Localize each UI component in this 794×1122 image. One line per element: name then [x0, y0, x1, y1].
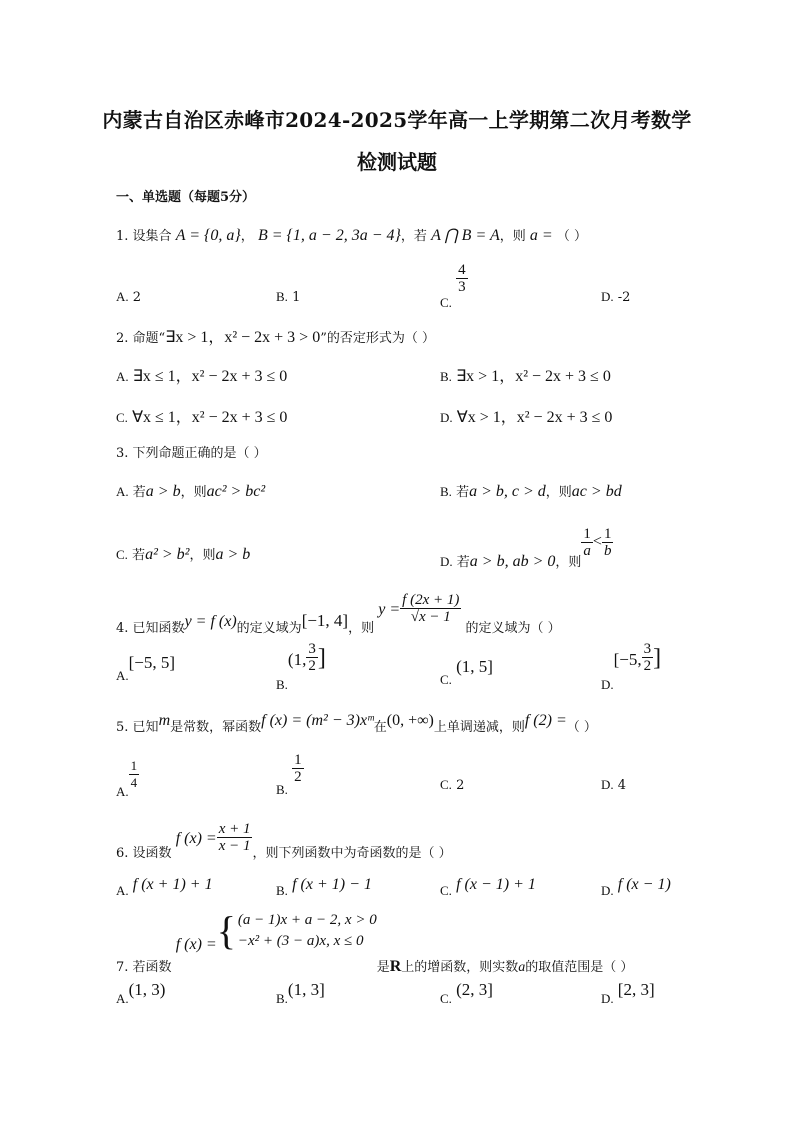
math-expression: ∃x > 1，x² − 2x + 3 > 0: [165, 329, 321, 346]
option-b: [276, 641, 326, 692]
math-expression: A = {0, a}: [175, 227, 241, 244]
math-expression: y =: [378, 601, 401, 618]
option-label: C.: [440, 672, 452, 687]
option-label: C.: [440, 295, 452, 310]
option-label: D.: [601, 777, 614, 792]
option-label: B.: [276, 677, 288, 692]
question-text: ，则: [499, 229, 526, 244]
denominator: a: [583, 543, 591, 559]
option-text: 若: [132, 485, 146, 500]
question-number: 7.: [116, 959, 129, 975]
option-d: [601, 287, 630, 308]
option-label: C.: [116, 547, 128, 562]
numerator: 4: [458, 262, 466, 278]
option-value: (1, 5]: [456, 657, 493, 676]
option-text: 若: [456, 485, 470, 500]
option-value: f (x − 1) + 1: [456, 876, 536, 893]
option-b: [276, 287, 300, 308]
denominator: 4: [130, 775, 138, 790]
question-2: [116, 328, 435, 349]
math-expression: ac² > bc²: [206, 483, 266, 500]
question-6: [116, 815, 452, 861]
option-value: [−5, 5]: [128, 653, 176, 672]
question-text: 若函数: [132, 959, 172, 975]
numerator: 1: [583, 526, 591, 542]
option-a: [116, 367, 287, 388]
option-text: (1,: [287, 650, 307, 669]
numerator: 3: [643, 641, 652, 657]
numerator: 1: [294, 752, 302, 768]
denominator: 3: [458, 279, 466, 295]
math-expression: a² > b²: [145, 546, 190, 563]
answer-blank: （ ）: [566, 720, 597, 735]
option-a: [116, 287, 141, 308]
math-expression: a > b, c > d: [469, 483, 546, 500]
question-text: 上单调递减，则: [433, 720, 525, 735]
answer-blank: （ ）: [556, 229, 587, 244]
option-label: D.: [440, 410, 453, 425]
question-number: 2.: [116, 331, 129, 346]
option-text: ，则: [180, 485, 207, 500]
case-1: (a − 1)x + a − 2, x > 0: [237, 912, 377, 928]
question-text: 在: [373, 720, 387, 735]
option-a: [116, 980, 166, 1006]
option-text: 若: [456, 555, 470, 570]
option-label: C.: [440, 883, 452, 898]
numerator: 1: [130, 758, 138, 773]
option-value: 2: [456, 778, 465, 793]
option-value: f (x + 1) + 1: [132, 876, 213, 893]
option-value: [2, 3]: [617, 980, 655, 999]
page-title: 内蒙古自治区赤峰市2024-2025学年高一上学期第二次月考数学: [102, 108, 692, 132]
piecewise-cases: [236, 910, 377, 952]
option-text: ]: [317, 645, 326, 671]
question-text: 已知函数: [132, 621, 185, 636]
question-number: 5.: [116, 720, 129, 735]
option-label: A.: [116, 369, 129, 384]
math-expression: a > b: [145, 483, 181, 500]
option-b: [276, 752, 304, 797]
numerator: 3: [308, 641, 316, 657]
question-text: 命题“: [132, 331, 166, 346]
option-a: [116, 875, 213, 896]
option-label: B.: [276, 991, 288, 1006]
option-d: [601, 875, 671, 896]
fraction: [602, 526, 614, 559]
option-value: (1, 3): [128, 980, 166, 999]
fraction: [129, 758, 140, 791]
math-expression: (0, +∞): [386, 712, 434, 729]
option-value: ∀x > 1，x² − 2x + 3 ≤ 0: [456, 409, 613, 426]
option-label: B.: [276, 883, 288, 898]
option-c: [116, 408, 287, 429]
option-c: [116, 545, 250, 566]
option-text: ，则: [189, 548, 216, 563]
question-text: ”的否定形式为（ ）: [320, 331, 435, 346]
option-label: B.: [440, 369, 452, 384]
math-operator: <: [592, 533, 602, 550]
option-c: [440, 657, 493, 687]
option-label: D.: [601, 991, 614, 1006]
question-text: 的取值范围是（ ）: [525, 959, 634, 975]
option-value: 1: [292, 290, 301, 305]
math-expression: a =: [529, 227, 553, 244]
option-label: A.: [116, 668, 129, 683]
option-a: [116, 758, 139, 799]
option-text: ，则: [545, 485, 572, 500]
fraction: [642, 641, 654, 674]
option-value: ∃x ≤ 1，x² − 2x + 3 ≤ 0: [132, 368, 288, 385]
fraction: [292, 752, 304, 785]
option-b: [276, 875, 372, 896]
option-value: f (x − 1): [617, 876, 671, 893]
denominator: b: [603, 543, 612, 559]
math-expression: a: [518, 959, 526, 975]
math-expression: A ⋂ B = A: [431, 227, 500, 244]
option-value: -2: [617, 290, 631, 305]
question-text: 的定义域为: [236, 621, 302, 636]
option-value: (1, 3]: [287, 980, 325, 999]
question-1: [116, 226, 587, 247]
left-brace: {: [216, 908, 236, 953]
option-text: [−5,: [613, 650, 642, 669]
option-label: C.: [440, 991, 452, 1006]
option-value: ∀x ≤ 1，x² − 2x + 3 ≤ 0: [132, 409, 288, 426]
math-expression: a > b, ab > 0: [469, 553, 556, 570]
case-2: −x² + (3 − a)x, x ≤ 0: [237, 933, 364, 949]
option-c: [440, 262, 468, 310]
option-label: B.: [440, 484, 452, 499]
option-value: 4: [617, 778, 627, 793]
option-b: [440, 482, 622, 503]
question-text: 上的增函数，则实数: [401, 959, 519, 975]
option-a: [116, 653, 176, 683]
denominator: 2: [308, 658, 316, 674]
option-label: C.: [440, 777, 452, 792]
option-c: [440, 875, 536, 896]
question-text: 设函数: [132, 846, 172, 861]
fraction: [581, 526, 593, 559]
math-expression: f (x) =: [175, 830, 217, 847]
section-heading: 一、单选题（每题5分）: [116, 190, 256, 205]
numerator: 1: [603, 526, 612, 542]
fraction: [400, 592, 461, 625]
math-expression: f (x) =: [175, 935, 217, 953]
question-4: [116, 584, 561, 636]
option-value: (2, 3]: [456, 980, 493, 999]
option-d: [440, 526, 613, 570]
question-text: 下列命题正确的是（ ）: [132, 446, 267, 461]
option-text: ，则: [555, 555, 582, 570]
math-expression: R: [389, 957, 402, 975]
option-label: C.: [116, 410, 128, 425]
question-number: 3.: [116, 446, 129, 461]
fraction: [456, 262, 468, 295]
option-text: 若: [132, 548, 146, 563]
math-expression: f (x) = (m² − 3)xᵐ: [261, 712, 374, 729]
numerator: x + 1: [218, 821, 251, 837]
option-label: A.: [116, 784, 129, 799]
option-d: [601, 775, 626, 796]
question-text: ，若: [400, 229, 427, 244]
question-text: 的定义域为（ ）: [465, 621, 561, 636]
question-text: ，: [240, 229, 254, 244]
numerator: f (2x + 1): [402, 592, 460, 608]
option-label: D.: [440, 554, 453, 569]
question-text: 是: [376, 959, 390, 975]
question-number: 4.: [116, 621, 129, 636]
math-expression: ac > bd: [571, 483, 622, 500]
fraction: [217, 821, 253, 854]
question-number: 6.: [116, 846, 129, 861]
option-label: D.: [601, 289, 614, 304]
option-label: A.: [116, 991, 129, 1006]
math-expression: m: [158, 712, 171, 729]
question-3: [116, 444, 267, 464]
denominator: 2: [643, 658, 652, 674]
math-expression: y = f (x): [184, 613, 237, 630]
math-expression: a > b: [215, 546, 251, 563]
question-text: ，则: [348, 621, 375, 636]
option-b: [276, 980, 325, 1006]
math-expression: f (2) =: [524, 712, 567, 729]
option-value: 2: [132, 290, 142, 305]
option-label: A.: [116, 883, 129, 898]
denominator: 2: [294, 769, 302, 785]
denominator: √x − 1: [410, 609, 451, 625]
option-text: ]: [653, 645, 662, 671]
question-text: 已知: [132, 720, 159, 735]
option-value: f (x + 1) − 1: [292, 876, 372, 893]
option-b: [440, 367, 611, 388]
option-d: [440, 408, 612, 429]
option-d: [601, 641, 662, 692]
option-label: D.: [601, 677, 614, 692]
option-label: A.: [116, 289, 129, 304]
math-expression: B = {1, a − 2, 3a − 4}: [257, 227, 401, 244]
question-number: 1.: [116, 229, 129, 244]
option-label: D.: [601, 883, 614, 898]
option-label: B.: [276, 289, 288, 304]
option-c: [440, 775, 464, 796]
question-7: [116, 908, 634, 975]
option-d: [601, 980, 655, 1006]
question-text: 是常数，幂函数: [170, 720, 262, 735]
option-value: ∃x > 1，x² − 2x + 3 ≤ 0: [456, 368, 611, 385]
page-subtitle: 检测试题: [357, 150, 437, 174]
question-text: 设集合: [132, 229, 172, 244]
math-expression: [−1, 4]: [301, 611, 349, 630]
fraction: [306, 641, 318, 674]
option-c: [440, 980, 493, 1006]
denominator: x − 1: [218, 838, 251, 854]
option-a: [116, 482, 265, 503]
option-label: B.: [276, 782, 288, 797]
question-text: ，则下列函数中为奇函数的是（ ）: [252, 846, 452, 861]
question-5: [116, 711, 597, 735]
option-label: A.: [116, 484, 129, 499]
